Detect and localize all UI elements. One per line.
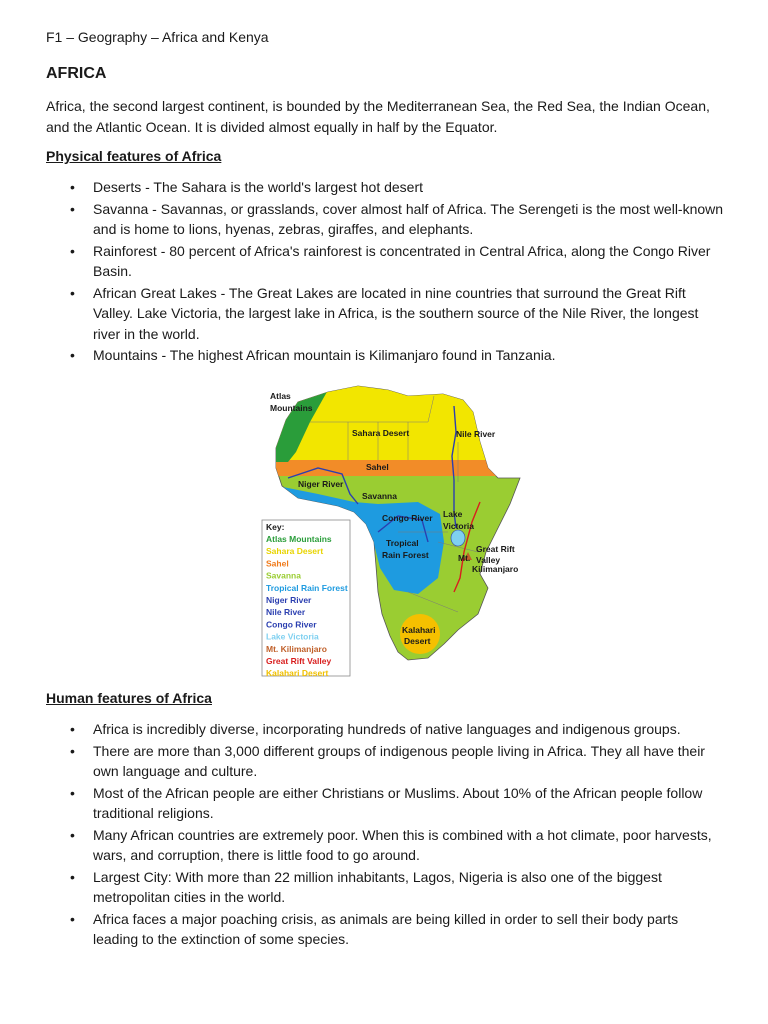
page-title: AFRICA [46,65,107,82]
africa-map-image [258,382,524,680]
bullet-icon: • [70,284,75,301]
list-item: • African Great Lakes - The Great Lakes are located in nine countries that surround the Great Rift Valley. Lake Victoria, the largest lake in Africa, is the southern source of the Nile River, the longest river in the world. [70,284,699,342]
map-label-congo: Congo River [382,513,433,523]
list-item: • Largest City: With more than 22 million inhabitants, Lagos, Nigeria is also one of the biggest metropolitan cities in the world. [70,868,662,905]
map-label-niger: Niger River [298,479,344,489]
map-key-entry: Nile River [266,607,306,618]
bullet-icon: • [70,784,75,801]
physical-features-list [46,177,726,367]
lake-victoria [451,530,465,546]
intro-paragraph: Africa, the second largest continent, is bounded by the Mediterranean Sea, the Red Sea, the Indian Ocean, and the Atlantic Ocean. It is divided almost equally in half by the Equator. [46,98,710,135]
human-features-list [46,719,726,951]
map-label-valley: Valley [476,555,501,565]
map-label-kilimanjaro: Kilimanjaro [472,564,519,574]
map-key-entry: Niger River [266,595,312,605]
map-key-entry: Lake Victoria [266,631,319,642]
map-label-victoria: Victoria [443,521,475,531]
map-key-entry: Kalahari Desert [266,668,329,679]
map-label-great-rift: Great Rift [476,544,515,554]
list-item: • Most of the African people are either Christians or Muslims. About 10% of the African people follow traditional religions. [70,784,703,821]
list-item: • Savanna - Savannas, or grasslands, cover almost half of Africa. The Serengeti is the most well-known and is home to lions, hyenas, zebras, giraffes, and elephants. [70,200,724,237]
map-key-entry: Sahel [266,558,289,569]
bullet-icon: • [70,347,75,363]
list-item: • Mountains - The highest African mountain is Kilimanjaro found in Tanzania. [46,345,726,366]
map-label-sahara: Sahara Desert [352,428,410,438]
map-label-savanna: Savanna [362,491,397,501]
bullet-icon: • [70,742,75,759]
list-item: • Africa is incredibly diverse, incorporating hundreds of native languages and indigenous groups. [46,719,726,740]
map-key-entry: Congo River [266,619,317,630]
physical-features-heading: Physical features of Africa [46,148,222,164]
list-item: • Africa faces a major poaching crisis, as animals are being killed in order to sell their body parts leading to the extinction of some species. [70,910,679,947]
map-label-nile: Nile River [456,429,496,439]
bullet-icon: • [70,242,75,259]
map-label-lake: Lake [443,509,463,519]
map-key-entry: Mt. Kilimanjaro [266,643,327,654]
map-label-atlas: Atlas [270,391,291,401]
sahel-region [258,460,524,476]
map-label-kalahari: Kalahari [402,625,436,635]
map-key-entry: Atlas Mountains [266,534,332,544]
map-key-entry: Sahara Desert [266,546,324,557]
bullet-icon: • [70,200,75,217]
map-key-entry: Great Rift Valley [266,656,332,666]
list-item: • Many African countries are extremely poor. When this is combined with a hot climate, poor harvests, wars, and corruption, there is little food to go around. [70,826,712,863]
africa-map-svg [258,382,524,680]
bullet-icon: • [70,910,75,927]
map-label-mt: Mt. [458,553,471,563]
map-key-entry: Savanna [266,570,301,581]
list-item: • There are more than 3,000 different groups of indigenous people living in Africa. They all have their own language and culture. [70,742,705,779]
human-features-heading: Human features of Africa [46,690,212,706]
list-item: • Rainforest - 80 percent of Africa's rainforest is concentrated in Central Africa, along the Congo River Basin. [70,242,711,279]
map-label-sahel: Sahel [366,462,389,472]
map-label-desert: Desert [404,636,431,646]
bullet-icon: • [70,826,75,843]
document-header: F1 – Geography – Africa and Kenya [46,29,269,45]
bullet-icon: • [70,721,75,737]
map-key-title: Key: [266,522,285,532]
map-key-entry: Tropical Rain Forest [266,582,348,593]
map-label-tropical: Tropical [386,538,419,548]
bullet-icon: • [70,179,75,195]
map-label-mountains: Mountains [270,403,313,413]
bullet-icon: • [70,868,75,885]
map-label-rainforest: Rain Forest [382,550,429,560]
list-item: • Deserts - The Sahara is the world's largest hot desert [46,177,726,198]
